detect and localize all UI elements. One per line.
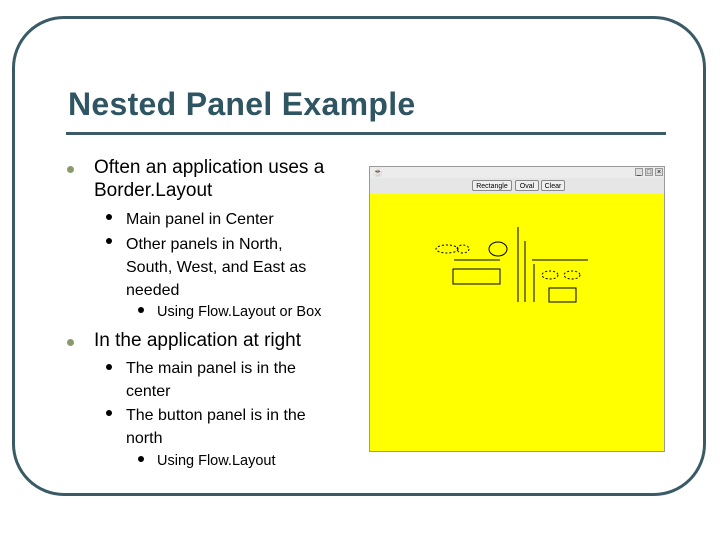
bullet-2-subsub: Using Flow.Layout	[157, 453, 276, 469]
bullet-1-line1: Often an application uses a	[94, 157, 325, 178]
bullet-1-sub-2-line1: Other panels in North,	[126, 236, 283, 253]
title-underline	[66, 132, 666, 135]
oval-button[interactable]: Oval	[515, 180, 539, 191]
bullet-1-sub-2-line2: South, West, and East as	[126, 259, 307, 276]
canvas-background	[370, 194, 664, 451]
slide-title: Nested Panel Example	[68, 86, 416, 122]
java-cup-icon: ☕	[373, 168, 383, 177]
bullet-2-sub-1-line2: center	[126, 383, 171, 400]
bullet-2-sub-1-line1: The main panel is in the	[126, 360, 296, 377]
bullet-2-text: In the application at right	[94, 330, 302, 351]
minimize-icon[interactable]: _	[635, 168, 643, 176]
bullet-1-sub-1: Main panel in Center	[126, 211, 274, 228]
maximize-icon[interactable]: □	[646, 169, 652, 176]
bullet-2-sub-2-line2: north	[126, 430, 163, 447]
close-icon[interactable]: ×	[656, 169, 662, 176]
bullet-1-sub-2-line3: needed	[126, 282, 180, 299]
bullet-1-line2: Border.Layout	[94, 180, 213, 201]
button-panel	[370, 178, 664, 194]
bullet-2-sub-2-line1: The button panel is in the	[126, 407, 306, 424]
drawing-canvas[interactable]	[370, 194, 664, 451]
clear-button[interactable]: Clear	[541, 180, 565, 191]
app-window	[369, 166, 665, 452]
bullet-1-subsub: Using Flow.Layout or Box	[157, 304, 322, 320]
rectangle-button[interactable]: Rectangle	[472, 180, 512, 191]
